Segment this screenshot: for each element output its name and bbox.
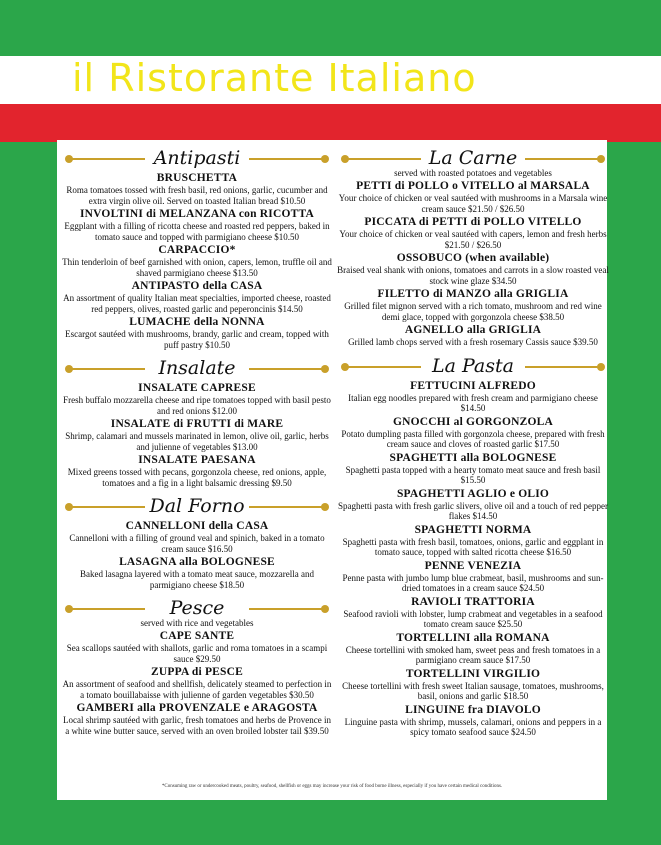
menu-item-name: PENNE VENEZIA [424,559,522,572]
menu-item-description: Seafood ravioli with lobster, lump crabmeat and vegetables in a seafood tomato cream sauce $25.50 [343,608,603,629]
menu-card [57,140,607,800]
menu-item-description: Your choice of chicken or veal sautéed with mushrooms in a Marsala wine cream sauce $21.50 / $26.50 [338,193,608,214]
menu-column-left [61,140,333,736]
menu-item-description: Eggplant with a filling of ricotta cheese and roasted red peppers, baked in tomato sauce and topped with parmigiano cheese $10.50 [64,221,330,242]
menu-item-description: Cheese tortellini with smoked ham, sweet peas and fresh tomatoes in a parmigiano cream sauce $17.50 [345,644,601,665]
menu-item-name: CAPE SANTE [159,630,235,642]
section-title: Insalate [158,357,236,379]
menu-item-name: PETTI di POLLO o VITELLO al MARSALA [356,180,590,192]
menu-item-name: GNOCCHI al GORGONZOLA [392,415,554,428]
section-header [61,596,333,620]
menu-item-name: LUMACHE della NONNA [129,316,265,328]
menu-item-description: Roma tomatoes tossed with fresh basil, red onions, garlic, cucumber and extra virgin olive oil. Served on toasted Italian bread $10.50 [66,185,328,206]
menu-item-description: An assortment of seafood and shellfish, delicately steamed to perfection in a tomato bouillabaisse with julienne of garden vegetables $30.50 [62,679,332,700]
menu-column-right [337,140,609,738]
section-title: Antipasti [153,147,241,169]
menu-item-name: PICCATA di PETTI di POLLO VITELLO [364,216,582,228]
ornament-line [69,368,145,370]
section-title: La Pasta [432,354,514,377]
menu-item-description: Linguine pasta with shrimp, mussels, calamari, onions and peppers in a spicy tomato seafood sauce $24.50 [344,716,602,737]
ornament-dot-icon [321,365,329,373]
menu-item-name: SPAGHETTI alla BOLOGNESE [389,451,557,464]
section-header [337,146,609,170]
section-header [61,146,333,170]
menu-item-description: Thin tenderloin of beef garnished with onion, capers, lemon, truffle oil and shaved parmigiano cheese $13.50 [62,257,332,278]
menu-item-description: Spaghetti pasta with fresh garlic slivers, olive oil and a touch of red pepper flakes $14.50 [338,500,608,521]
section-subtitle: served with rice and vegetables [140,618,254,628]
ornament-line [345,366,421,368]
menu-item-name: INVOLTINI di MELANZANA con RICOTTA [79,208,315,220]
ornament-dot-icon [321,605,329,613]
ornament-dot-icon [597,155,605,163]
flag-band-red [0,104,661,142]
ornament-line [249,506,325,508]
ornament-line [249,368,325,370]
menu-item-name: LINGUINE fra DIAVOLO [405,703,541,716]
menu-item-name: ANTIPASTO della CASA [131,280,263,292]
menu-item-description: Italian egg noodles prepared with fresh cream and parmigiano cheese $14.50 [348,392,598,413]
menu-item-name: GAMBERI alla PROVENZALE e ARAGOSTA [76,702,318,714]
menu-item-name: RAVIOLI TRATTORIA [411,595,535,608]
section-header [61,356,333,380]
restaurant-title: il Ristorante Italiano [72,56,477,100]
section-header [337,354,609,378]
menu-item-description: Baked lasagna layered with a tomato meat sauce, mozzarella and parmigiano cheese $18.50 [80,569,314,590]
menu-item-name: FILETTO di MANZO alla GRIGLIA [377,288,569,300]
menu-item-description: An assortment of quality Italian meat specialties, imported cheese, roasted red peppers, olives, roasted garlic and peperoncinis $14.50 [63,293,331,314]
ornament-line [249,158,325,160]
ornament-line [69,608,145,610]
menu-item-description: Cannelloni with a filling of ground veal and spinich, baked in a tomato cream sauce $16.50 [69,533,325,554]
ornament-dot-icon [321,503,329,511]
ornament-line [249,608,325,610]
menu-item-name: ZUPPA di PESCE [150,666,244,678]
ornament-dot-icon [321,155,329,163]
ornament-line [525,366,601,368]
menu-item-name: INSALATE PAESANA [138,454,256,466]
ornament-line [69,158,145,160]
menu-item-description: Grilled filet mignon served with a rich tomato, mushroom and red wine demi glace, topped with gorgonzola cheese $38.50 [344,301,602,322]
menu-item-name: CARPACCIO* [158,244,236,256]
menu-item-description: Spaghetti pasta topped with a hearty tomato meat sauce and fresh basil $15.50 [345,464,601,485]
ornament-line [525,158,601,160]
menu-item-description: Potato dumpling pasta filled with gorgonzola cheese, prepared with fresh cream sauce and cloves of roasted garlic $17.50 [341,428,605,449]
menu-item-name: SPAGHETTI NORMA [414,523,532,536]
menu-item-description: Fresh buffalo mozzarella cheese and ripe tomatoes topped with basil pesto and red onions $12.00 [63,395,331,416]
ornament-line [345,158,421,160]
menu-item-name: TORTELLINI VIRGILIO [405,667,541,680]
section-title: Pesce [169,597,225,619]
menu-item-name: AGNELLO alla GRIGLIA [404,324,542,336]
ornament-dot-icon [597,363,605,371]
menu-item-name: LASAGNA alla BOLOGNESE [119,556,275,568]
menu-item-name: TORTELLINI alla ROMANA [396,631,550,644]
menu-item-description: Escargot sautéed with mushrooms, brandy, garlic and cream, topped with puff pastry $10.50 [65,329,329,350]
section-title: La Carne [428,147,518,169]
flag-band-green [0,0,661,56]
ornament-line [69,506,145,508]
menu-item-description: Spaghetti pasta with fresh basil, tomatoes, onions, garlic and eggplant in tomato sauce, topped with salted ricotta cheese $16.50 [342,536,604,557]
menu-item-description: Local shrimp sautéed with garlic, fresh tomatoes and herbs de Provence in a white wine butter sauce, served with an oven broiled lobster tail $39.50 [63,715,331,736]
menu-item-description: Sea scallops sautéed with shallots, garlic and roma tomatoes in a scampi sauce $29.50 [66,643,328,664]
menu-item-description: Shrimp, calamari and mussels marinated in lemon, olive oil, garlic, herbs and julienne of vegetables $13.00 [65,431,329,452]
menu-item-description: Cheese tortellini with fresh sweet Italian sausage, tomatoes, mushrooms, basil, onions and garlic $18.50 [342,680,604,701]
menu-item-name: BRUSCHETTA [156,172,238,184]
footnote: *Consuming raw or undercooked meats, poultry, seafood, shellfish or eggs may increase your risk of food borne illness, especially if you have certain medical conditions. [161,784,503,789]
section-title: Dal Forno [149,495,245,517]
menu-item-description: Mixed greens tossed with pecans, gorgonzola cheese, red onions, apple, tomatoes and a fig in a light balsamic dressing $9.50 [67,467,327,488]
menu-item-name: OSSOBUCO (when available) [396,252,550,264]
section-subtitle: served with roasted potatoes and vegetables [394,168,552,178]
menu-item-description: Penne pasta with jumbo lump blue crabmeat, basil, mushrooms and sun-dried tomatoes in a cream sauce $24.50 [342,572,604,593]
menu-item-description: Braised veal shank with onions, tomatoes and carrots in a slow roasted veal stock wine glaze $34.50 [337,265,609,286]
menu-item-name: INSALATE CAPRESE [138,382,256,394]
menu-item-name: INSALATE di FRUTTI di MARE [110,418,284,430]
section-header [61,494,333,518]
menu-item-name: SPAGHETTI AGLIO e OLIO [396,487,550,500]
menu-item-description: Your choice of chicken or veal sautéed with capers, lemon and fresh herbs $21.50 / $26.50 [339,229,607,250]
menu-item-name: CANNELLONI della CASA [125,520,269,532]
menu-item-description: Grilled lamb chops served with a fresh rosemary Cassis sauce $39.50 [348,337,598,347]
menu-item-name: FETTUCINI ALFREDO [410,379,536,392]
